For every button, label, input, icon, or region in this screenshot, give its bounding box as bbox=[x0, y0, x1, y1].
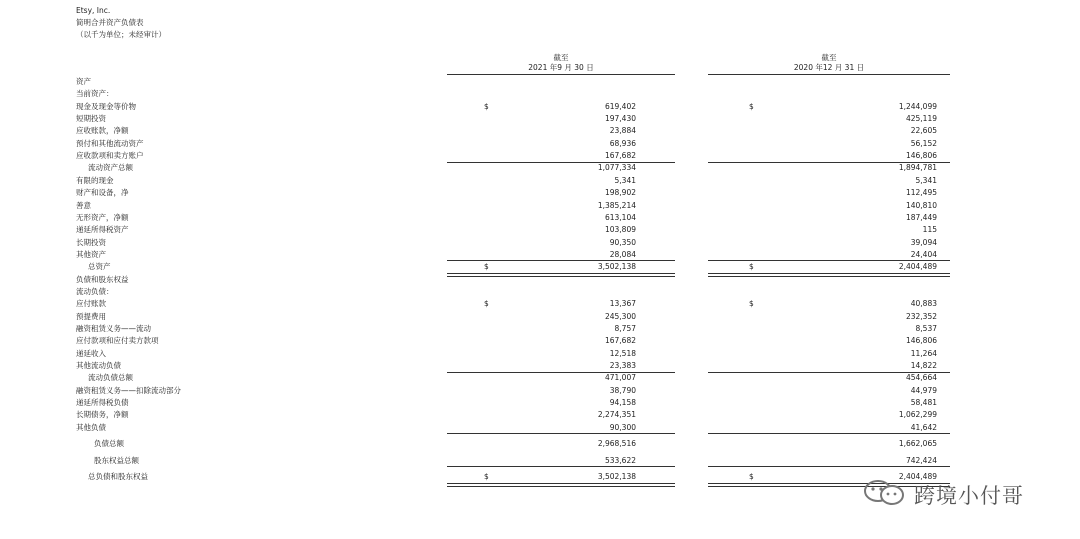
row-label: 应付款项和应付卖方款项 bbox=[76, 336, 159, 346]
value-2021: 5,341 bbox=[614, 175, 636, 185]
table-row bbox=[0, 335, 1080, 347]
table-row bbox=[0, 385, 1080, 397]
value-2021: 1,077,334 bbox=[597, 163, 636, 173]
currency-symbol-2021: $ bbox=[484, 262, 489, 272]
value-2020: 1,062,299 bbox=[898, 410, 937, 420]
table-row bbox=[0, 438, 1080, 450]
value-2021: 533,622 bbox=[604, 455, 636, 465]
statement-title: 简明合并资产负债表 bbox=[76, 18, 144, 27]
table-row bbox=[0, 138, 1080, 150]
row-label: 递延所得税负债 bbox=[76, 398, 129, 408]
value-2021: 13,367 bbox=[609, 299, 636, 309]
value-2021: 2,968,516 bbox=[597, 439, 636, 449]
value-2020: 41,642 bbox=[910, 422, 937, 432]
table-row bbox=[0, 286, 1080, 298]
row-label: 负债和股东权益 bbox=[76, 274, 129, 284]
value-2020: 232,352 bbox=[905, 311, 937, 321]
value-2021: 167,682 bbox=[604, 336, 636, 346]
currency-symbol-2021: $ bbox=[484, 101, 489, 111]
row-label: 流动负债： bbox=[76, 286, 114, 296]
row-label: 其他资产 bbox=[76, 249, 106, 259]
row-label: 总资产 bbox=[88, 262, 111, 272]
value-2020: 5,341 bbox=[915, 175, 937, 185]
value-2020: 58,481 bbox=[910, 398, 937, 408]
row-label: 流动资产总额 bbox=[88, 163, 133, 173]
value-2021: 613,104 bbox=[604, 212, 636, 222]
row-label: 融资租赁义务——流动 bbox=[76, 324, 151, 333]
row-label: 预提费用 bbox=[76, 311, 106, 321]
value-2021: 38,790 bbox=[609, 385, 636, 395]
column-header-2021-line2: 2021 年9 月 30 日 bbox=[528, 63, 594, 72]
table-row bbox=[0, 212, 1080, 224]
table-row bbox=[0, 397, 1080, 409]
table-row bbox=[0, 125, 1080, 137]
value-2021: 2,274,351 bbox=[597, 410, 636, 420]
watermark-text: 跨境小付哥 bbox=[914, 484, 1024, 508]
value-2021: 471,007 bbox=[604, 373, 636, 383]
row-label: 无形资产，净额 bbox=[76, 212, 129, 222]
table-row bbox=[0, 76, 1080, 88]
row-label: 递延所得税资产 bbox=[76, 225, 129, 235]
table-row bbox=[0, 162, 1080, 174]
currency-symbol-2021: $ bbox=[484, 299, 489, 309]
value-2021: 12,518 bbox=[609, 348, 636, 358]
currency-symbol-2020: $ bbox=[749, 101, 754, 111]
column-header-2020-line2: 2020 年12 月 31 日 bbox=[793, 63, 865, 72]
row-label: 股东权益总额 bbox=[94, 455, 139, 465]
value-2020: 24,404 bbox=[910, 249, 937, 259]
value-2020: 425,119 bbox=[905, 114, 937, 124]
currency-symbol-2021: $ bbox=[484, 472, 489, 482]
value-2020: 140,810 bbox=[905, 200, 937, 210]
table-row bbox=[0, 187, 1080, 199]
currency-symbol-2020: $ bbox=[749, 472, 754, 482]
value-2020: 146,806 bbox=[905, 336, 937, 346]
value-2021: 90,300 bbox=[609, 422, 636, 432]
subtotal-rule-2020 bbox=[708, 433, 950, 434]
row-label: 当前资产： bbox=[76, 89, 114, 99]
value-2021: 197,430 bbox=[604, 114, 636, 124]
table-row bbox=[0, 88, 1080, 100]
row-label: 现金及现金等价物 bbox=[76, 101, 136, 111]
row-label: 其他流动负债 bbox=[76, 361, 121, 371]
row-label: 应收款项和卖方账户 bbox=[76, 151, 144, 161]
company-name: Etsy, Inc. bbox=[76, 6, 111, 15]
table-row bbox=[0, 298, 1080, 310]
subtotal-rule-2021 bbox=[447, 433, 675, 434]
value-2021: 28,084 bbox=[609, 249, 636, 259]
value-2020: 39,094 bbox=[910, 237, 937, 247]
table-row bbox=[0, 311, 1080, 323]
double-total-rule-2021 bbox=[447, 483, 675, 487]
watermark bbox=[862, 476, 1052, 510]
value-2021: 619,402 bbox=[604, 101, 636, 111]
row-label: 其他负债 bbox=[76, 422, 106, 432]
value-2020: 112,495 bbox=[905, 188, 937, 198]
currency-symbol-2020: $ bbox=[749, 299, 754, 309]
value-2020: 1,894,781 bbox=[898, 163, 937, 173]
table-row bbox=[0, 274, 1080, 286]
column-header-2021-line1: 截至 bbox=[553, 53, 569, 62]
value-2021: 103,809 bbox=[604, 225, 636, 235]
statement-subtitle: （以千为单位；未经审计） bbox=[76, 30, 166, 39]
table-row bbox=[0, 175, 1080, 187]
value-2020: 14,822 bbox=[910, 361, 937, 371]
value-2021: 3,502,138 bbox=[597, 262, 636, 272]
value-2021: 1,385,214 bbox=[597, 200, 636, 210]
value-2020: 44,979 bbox=[910, 385, 937, 395]
table-row bbox=[0, 372, 1080, 384]
value-2020: 2,404,489 bbox=[898, 262, 937, 272]
row-label: 有限的现金 bbox=[76, 175, 114, 185]
row-label: 递延收入 bbox=[76, 348, 106, 358]
row-label: 长期投资 bbox=[76, 237, 106, 247]
row-label: 资产 bbox=[76, 77, 91, 86]
value-2021: 23,884 bbox=[609, 126, 636, 136]
value-2021: 94,158 bbox=[609, 398, 636, 408]
value-2021: 68,936 bbox=[609, 138, 636, 148]
value-2021: 8,757 bbox=[614, 324, 636, 333]
value-2020: 56,152 bbox=[910, 138, 937, 148]
table-row bbox=[0, 101, 1080, 113]
row-label: 预付和其他流动资产 bbox=[76, 138, 144, 148]
row-label: 长期债务，净额 bbox=[76, 410, 129, 420]
column-header-2020-line1: 截至 bbox=[821, 53, 837, 62]
table-row bbox=[0, 323, 1080, 335]
value-2021: 90,350 bbox=[609, 237, 636, 247]
value-2021: 245,300 bbox=[604, 311, 636, 321]
value-2020: 454,664 bbox=[905, 373, 937, 383]
table-row bbox=[0, 113, 1080, 125]
value-2021: 3,502,138 bbox=[597, 472, 636, 482]
row-label: 融资租赁义务——扣除流动部分 bbox=[76, 385, 181, 395]
row-label: 负债总额 bbox=[94, 439, 124, 449]
table-row bbox=[0, 348, 1080, 360]
row-label: 应付账款 bbox=[76, 299, 106, 309]
table-row bbox=[0, 409, 1080, 421]
value-2020: 8,537 bbox=[915, 324, 937, 333]
row-label: 总负债和股东权益 bbox=[88, 472, 148, 482]
row-label: 短期投资 bbox=[76, 114, 106, 124]
value-2020: 1,662,065 bbox=[898, 439, 937, 449]
wechat-official-account-icon bbox=[862, 478, 910, 508]
value-2020: 115 bbox=[922, 225, 937, 235]
row-label: 善意 bbox=[76, 200, 91, 210]
value-2020: 1,244,099 bbox=[898, 101, 937, 111]
value-2020: 22,605 bbox=[910, 126, 937, 136]
table-row bbox=[0, 224, 1080, 236]
row-label: 财产和设备，净 bbox=[76, 188, 129, 198]
value-2021: 23,383 bbox=[609, 361, 636, 371]
row-label: 应收账款，净额 bbox=[76, 126, 129, 136]
value-2020: 40,883 bbox=[910, 299, 937, 309]
value-2021: 198,902 bbox=[604, 188, 636, 198]
currency-symbol-2020: $ bbox=[749, 262, 754, 272]
value-2020: 742,424 bbox=[905, 455, 937, 465]
value-2020: 187,449 bbox=[905, 212, 937, 222]
subtotal-rule-2021 bbox=[447, 466, 675, 467]
value-2021: 167,682 bbox=[604, 151, 636, 161]
table-row bbox=[0, 237, 1080, 249]
subtotal-rule-2020 bbox=[708, 466, 950, 467]
row-label: 流动负债总额 bbox=[88, 373, 133, 383]
value-2020: 11,264 bbox=[910, 348, 937, 358]
table-row bbox=[0, 200, 1080, 212]
value-2020: 2,404,489 bbox=[898, 472, 937, 482]
value-2020: 146,806 bbox=[905, 151, 937, 161]
